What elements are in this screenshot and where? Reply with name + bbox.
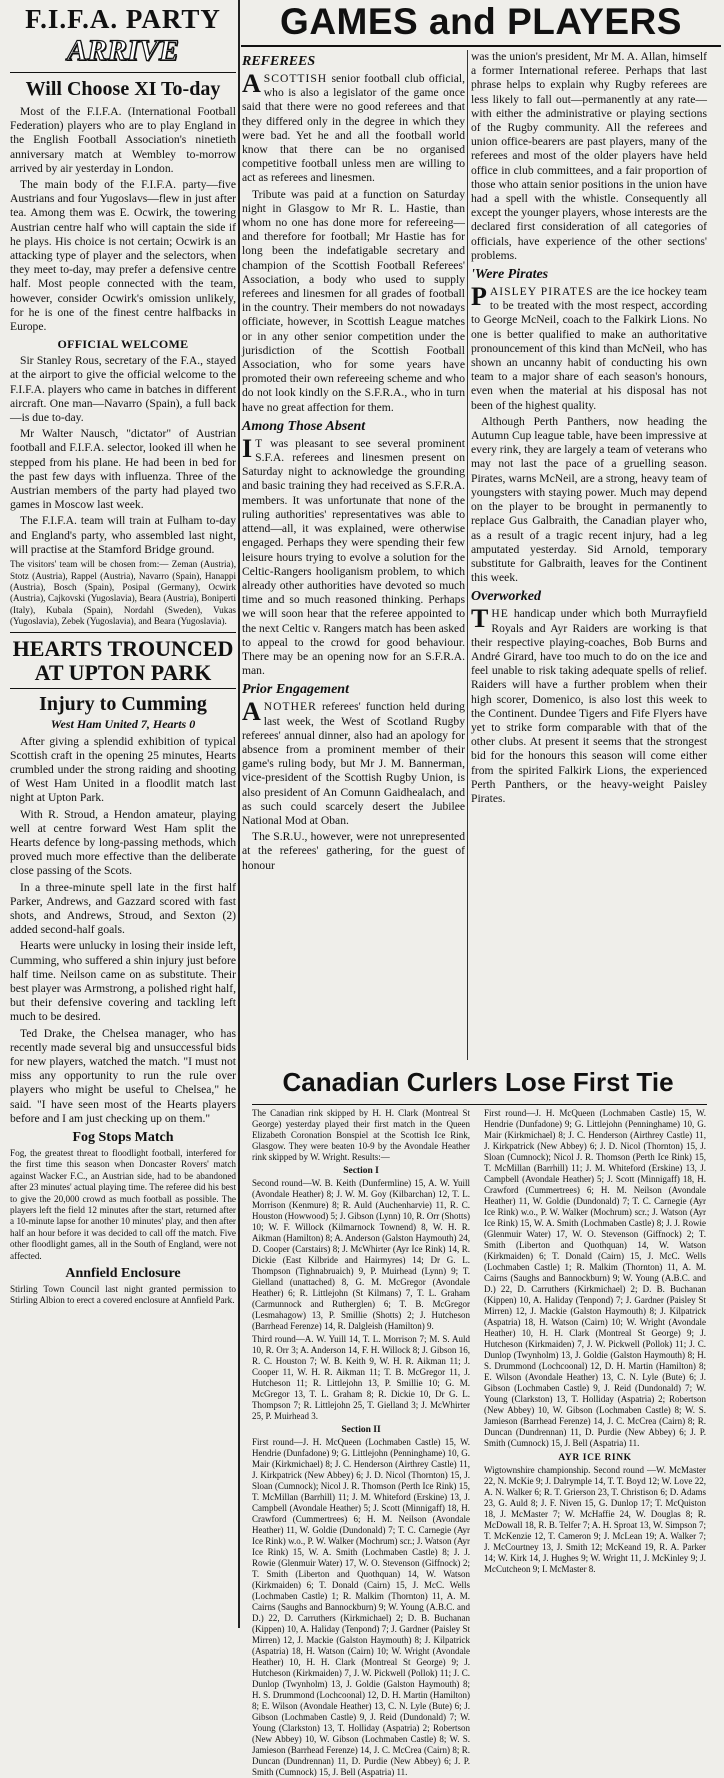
ayr-rink-heading: AYR ICE RINK bbox=[558, 1453, 632, 1463]
absent-text: was pleasant to see several prominent S.F.A. referees and linesmen present on Saturday night to acknowledge the grounding and basic training they had received as S.F.R.A. members. It was unfortunate that none of the ruling authorities' representatives was able to attend—all, it was explained, were otherwise engaged. Perhaps they were spending their few leisure hours trying to evolve a solution for the Celtic-Rangers hooliganism problem, to which already other authorities have devoted so much time and so much reasoned thinking. Perhaps we will soon hear that the referee appointed to the next Celtic v. Rangers match has been asked to appeal to the crowd for good behaviour. There may be an opening now for an S.F.R.A. man. bbox=[242, 436, 466, 678]
pirates-text: are the ice hockey team to be treated with the most respect, according to George McNeil, coach to the Falkirk Lions. No one is better qualified to make an authoritative pronouncement of this kind than McNeil, who has shown an uncanny habit of conducting his own team to a major share of each season's honours, even when the material at his disposal has not been of the highest quality. bbox=[471, 285, 707, 412]
pirates-paragraph: Although Perth Panthers, now heading the Autumn Cup league table, have been impressive at every rink, they are largely a team of veterans who may not last the pace of a gruelling season. Pirates, warns McNeil, are a strong, heavy team of youngsters with staying power. Much may depend on the player to be brought in permanently to replace Gus Galbraith, the Canadian player who, as a result of a tragic recent injury, had a leg amputated yesterday. Sid Arnold, temporary substitute for Galbraith, leaves for the Continent this week. bbox=[471, 414, 707, 585]
referees-text: senior football club official, who is also a legislator of the game once said that there were no good referees and that they differed only in the degree in which they were bad. Yet he and all the football world know that there can be no organised competitive football unless men are willing to act as referees and linesmen. bbox=[242, 72, 465, 185]
section-results: Second round—W. B. Keith (Dunfermline) 15, A. W. Yuill (Avondale Heather) 8; J. W. M. Goy (Kilbarchan) 12, T. L. Morrison (Kenmure) 8; R. Auld (Auchenharvie) 11, R. C. Houston (Howwood) 5; J. Gibson (Lynn) 10, R. Orr (Shotts) 10; W. F. Willock (Kilmarnock Townend) 8, W. H. R. Aikman (Hamilton) 8; A. Anderson (Galston Haymouth) 24, D. Cooper (Carstairs) 8; J. McWhirter (Ayr Ice Rink) 14, R. Dickie (East Kilbride and Hairmyres) 14; Dr G. L. Thompson (Tighnabruaich) 9, P. Muirhead (Lynn) 9; T. Gielland (unattached) 8, G. M. McGregor (Avondale Heather) 6; R. Littlejohn (St Kilmans) 7, T. L. Graham (Carmunnock and Rutherglen) 6; T. B. McGregor (Lesmahagow) 13, P. Smillie (Shotts) 2; J. Hutcheson (Barrhead Ferenze) 14, R. Dalgleish (Hamilton) 9. bbox=[252, 1178, 470, 1331]
fifa-paragraph: The main body of the F.I.F.A. party—five Austrians and four Yugoslavs—flew in just after tea. Among them was E. Ocwirk, the towering Austrian centre half who will captain the side if he plays. His choice is not certain; Ocwirk is an attacking type of player and the selectors, when they meet to-day, may prefer a defensive centre half. Most people connected with the team, however, consider Ocwirk's omission unlikely, for he is one of the finest centre halfbacks in Europe. bbox=[10, 178, 236, 334]
games-column-middle bbox=[242, 50, 465, 1060]
hearts-subheadline: Injury to Cumming bbox=[39, 692, 207, 715]
fifa-paragraph: Mr Walter Nausch, "dictator" of Austrian football and F.I.F.A. selector, looked ill when he stepped from his plane. He had been in bed for the past few days with influenza. Three of the Austrian members of the party had played two games in Moscow last week. bbox=[10, 427, 236, 512]
fifa-subhead: OFFICIAL WELCOME bbox=[57, 337, 189, 352]
overworked-paragraph bbox=[471, 604, 707, 806]
annfield-article bbox=[10, 1266, 236, 1307]
fifa-headline: Will Choose XI To-day bbox=[25, 78, 221, 100]
prior-paragraph bbox=[242, 697, 465, 828]
left-column bbox=[4, 4, 236, 1624]
fifa-arrive-headline: ARRIVE bbox=[67, 34, 179, 67]
divider bbox=[10, 688, 236, 689]
lead-word: NOTHER bbox=[263, 700, 317, 714]
fifa-paragraph: Most of the F.I.F.A. (International Football Federation) players who are to play England in the English Football Association's ninetieth anniversary match at Wembley to-morrow arrived by air yesterday in London. bbox=[10, 105, 236, 175]
dropcap: T bbox=[471, 604, 489, 634]
referees-paragraph: Tribute was paid at a function on Saturday night in Glasgow to Mr R. L. Hastie, than whom no one has done more for refereeing—and therefore for football; Mr Hastie has for long been the indefatigable secretary and champion of the Scottish Football Referees' Association, a body who used to supply referees and linesmen for all grades of football in the country. Their members do not nowadays officiate, however, in Scottish League matches or in any other senior competition under the jurisdiction of the Scottish Football Association, who for some years have promoted their own refereeing scheme and who do not look kindly on the S.F.R.A., who in turn have no great affection for them. bbox=[242, 187, 465, 414]
annfield-headline: Annfield Enclosure bbox=[65, 1266, 181, 1282]
dropcap: A bbox=[242, 69, 261, 98]
dropcap: P bbox=[471, 282, 487, 312]
hearts-paragraph: With R. Stroud, a Hendon amateur, playing well at centre forward West Ham split the Hearts defence by long-passing methods, which proved much more effective than the deliberate close passing of the Scots. bbox=[10, 807, 236, 878]
referees-heading: REFEREES bbox=[242, 54, 316, 69]
curlers-intro: The Canadian rink skipped by H. H. Clark (Montreal St George) yesterday played their first match in the Queen Elizabeth Coronation Bonspiel at the Scottish Ice Rink, Glasgow. They were beaten 10-9 by the Avondale Heather rink skipped by W. Wright. Results:— bbox=[252, 1108, 470, 1162]
divider bbox=[10, 72, 236, 73]
referees-paragraph bbox=[242, 69, 465, 186]
prior-heading: Prior Engagement bbox=[242, 682, 349, 698]
section-heading: Section I bbox=[343, 1166, 379, 1176]
fog-text: Fog, the greatest threat to floodlight football, interfered for the first time this season when Doncaster Rovers' match against Wacker F.C., an Austrian side, had to be abandoned after 23 minutes' actual playing time. The referee did his best to give the 20,000 crowd as much football as possible. The players left the field 12 minutes after the start, returned after a 10-minute lapse for another 10 minutes' play, and then after half an hour before it was decided to call off the match. Five other floodlight games, all in the South of England, were not affected. bbox=[10, 1148, 236, 1261]
fifa-paragraph: The F.I.F.A. team will train at Fulham to-day and England's party, who assembled last night, will practise at the Stamford Bridge ground. bbox=[10, 514, 236, 556]
absent-heading: Among Those Absent bbox=[242, 418, 366, 434]
fifa-paragraph: Sir Stanley Rous, secretary of the F.A., stayed at the airport to give the official welcome to the F.I.F.A. players who came in batches in different aircraft. One man—Navarro (Spain), a full back—is due to-day. bbox=[10, 354, 236, 425]
hearts-paragraph: Hearts were unlucky in losing their inside left, Cumming, who suffered a shin injury just before half time. Neilson came on as substitute. Their best player was Armstrong, a polished right half, but their defensive covering and tackling left much to be desired. bbox=[10, 939, 236, 1024]
lead-word: T bbox=[255, 436, 264, 450]
hearts-paragraph: In a three-minute spell late in the first half Parker, Andrews, and Gazzard scored with fast shots, and Andrews, Stroud, and Sexton (2) added second-half goals. bbox=[10, 880, 236, 937]
lead-word: AISLEY PIRATES bbox=[489, 285, 594, 299]
annfield-text: Stirling Town Council last night granted permission to Stirling Albion to erect a covered enclosure at Annfield Park. bbox=[10, 1284, 236, 1306]
curlers-rule bbox=[252, 1104, 707, 1105]
overworked-text: handicap under which both Murrayfield Royals and Ayr Raiders are working is that their respective playing-coaches, Bob Burns and André Girard, have too much to do on the ice and feel unable to risk taking adequate spells of relief. Raiders will have a further problem when their high scorer, Domenico, is also lost this week to the Continent. Dundee Tigers and Fife Flyers have yet to strike form comparable with that of the other clubs. At present it seems that the strongest bid for the honours this season will come either from the spirited Falkirk Lions, the experienced Perth Panthers, or the heavy-weight Paisley Pirates. bbox=[471, 607, 707, 805]
hearts-paragraph: After giving a splendid exhibition of typical Scottish craft in the opening 25 minutes, Hearts crumbled under the strong raiding and shooting of West Ham United in a floodlit match last night at Upton Park. bbox=[10, 734, 236, 805]
games-column-right bbox=[471, 50, 707, 1060]
curlers-column-right bbox=[484, 1108, 706, 1624]
dropcap: A bbox=[242, 697, 261, 727]
hearts-paragraph: Ted Drake, the Chelsea manager, who has recently made several big and unsuccessful bids for new players, watched the match. "I must not miss any opportunity to run the rule over players who might be useful to Chelsea," he said. "I have seen most of the Hearts players before and I am just checking up on them." bbox=[10, 1026, 236, 1125]
games-players-title: GAMES and PLAYERS bbox=[280, 1, 682, 42]
column-divider bbox=[467, 50, 468, 1060]
section-heading: Section II bbox=[341, 1425, 381, 1435]
lead-word: HE bbox=[491, 607, 509, 621]
pirates-paragraph bbox=[471, 282, 707, 413]
section-results: First round—J. H. McQueen (Lochmaben Castle) 15, W. Hendrie (Dunfadone) 9; G. Littlejohn (Penninghame) 10, G. Mair (Kirkmichael) 8; J. C. Henderson (Airthrey Castle) 11, J. Kirkpatrick (New Abbey) 6; J. D. Nicol (Thornton) 15, J. Sloan (Cumnock); Nicol J. R. Thomson (Perth Ice Rink) 15, T. McMillan (Barrhill) 11; J. M. Whiteford (Erskine) 13, J. Campbell (Avondale Heather) 5; J. Scott (Minnigaff) 18, H. Crawford (Cummertrees) 6; H. M. Neilson (Avondale Heather) 11, W. Goldie (Dundonald) 7; T. C. Carnegie (Ayr Ice Rink) w.o., P. W. Walker (Mochrum) scr.; J. Watson (Ayr Ice Rink) 15, W. A. Smith (Lochmaben Castle) 8; J. J. Rowie (Glenmuir Water) 17, W. O. Stevenson (Giffnock) 2; T. Smith (Liberton and Quothquan) 14, W. Watson (Kirkmaiden) 6; T. Donald (Cairn) 15, J. McC. Wells (Lochmaben Castle) 1; R. Malkim (Thornton) 11, A. M. Cairns (Saughs and Bannockburn) 9; W. Young (A.B.C. and D.) 22, D. Carruthers (Kirkmichael) 2; D. B. Buchanan (Kippen) 10, A. Haliday (Tenpond) 7; J. Gardner (Paisley St Mirren) 12, J. Mackie (Galston Haymouth) 8; J. Kilpatrick (Aspatria) 18, H. Watson (Cairn) 10; W. Wright (Avondale Heather) 10, H. H. Clark (Montreal St George) 9; J. Hutcheson (Kirkmaiden) 7, J. W. Pickwell (Pollok) 11; J. C. Dunlop (Twynholm) 13, J. Goldie (Galston Haymouth) 8; H. S. Drummond (Lochcoonal) 12, D. H. Martin (Hamilton) 8; E. Wilson (Avondale Heather) 13, C. N. Lyle (Bute) 6; J. Gibson (Lochmaben Castle) 9, J. Reid (Dundonald) 7; W. Young (Clarkston) 13, T. Holliday (Aspatria) 2; Robertson (New Abbey) 10, W. Gibson (Lochmaben Castle) 8; W. S. Jamieson (Barrhead Ferenze) 14, J. C. McCrea (Cairn) 8; R. Duncan (Dundrennan) 11, D. Purdie (New Abbey) 6; J. P. Smith (Cumnock) 15, J. Bell (Aspatria) 11. bbox=[252, 1437, 470, 1777]
ayr-rink-results: Wigtownshire championship. Second round —W. McMaster 22, N. McKie 9; J. Dalrymple 14, T. T. Boyd 12; W. Love 22, A. N. Walker 6; R. T. Grierson 23, T. Christison 6; D. Adams 23, G. Auld 8; J. F. Niven 15, G. Dunlop 17; T. McQuiston 18, J. McMaster 7; W. McHaffie 24, W. Douglas 8; R. McDowall 18, R. B. Telfer 7; A. H. Sproat 13, W. Simpson 7; T. McKenzie 12, T. Cameron 9; J. McLean 19; A. Walker 7; J. McCourtney 13, J. Smith 12; McKeand 19, R. A. Parker 14; W. Kirk 14, J. Hughes 9; W. Wright 11, J. McKinley 9; J. McCutcheon 9; I. McMaster 8. bbox=[484, 1465, 706, 1574]
section-results: Third round—A. W. Yuill 14, T. L. Morrison 7; M. S. Auld 10, R. Orr 3; A. Anderson 14, F. H. Willock 8; J. Gibson 16, R. C. Houston 7; W. B. Keith 9, W. H. R. Aikman 11; J. Cooper 11, W. H. R. Aikman 11; T. B. McGregor 11, J. Hutcheson 11; R. Littlejohn 13, P. Smillie 10; G. M. McGregor 13, T. L. Graham 8; R. Dickie 10, Dr G. L. Thompson 7; R. Littlejohn 25, T. Gielland 3; J. McWhirter 25, P. Muirhead 3. bbox=[252, 1334, 470, 1421]
referees-continued: was the union's president, Mr M. A. Allan, himself a former International referee. Perhaps that last phrase helps to explain why Rugby referees are less likely to fall out—permanently at any rate—with either the administrative or playing sections of the Rugby community. All the referees and union office-bearers are past players, many of the referees and most of the older players have held office in club committees, and a fair proportion of those who attain senior positions in the union have had a spell with the whistle. Consequently all except the younger players, whose interests are the declared first consideration of all categories of officials, have experience of the other sections' problems. bbox=[471, 50, 707, 262]
column-divider bbox=[238, 0, 240, 1628]
prior-text: referees' function held during last week, the West of Scotland Rugby referees' annual dinner, also had an apology for absence from a prominent member of their game's ruling body, but Mr J. M. Bannerman, vice-president of the Scottish Rugby Union, is also president of An Comunn Gaidhealach, and as such could scarcely desert the Jubilee National Mod at Oban. bbox=[242, 700, 465, 827]
dropcap: I bbox=[242, 433, 253, 463]
absent-paragraph bbox=[242, 433, 466, 678]
pirates-heading: 'Were Pirates bbox=[471, 267, 549, 283]
hearts-headline: HEARTS TROUNCED AT UPTON PARK bbox=[12, 635, 234, 685]
lead-word: SCOTTISH bbox=[263, 72, 328, 85]
fifa-kicker: F.I.F.A. PARTY bbox=[25, 4, 221, 34]
fifa-article bbox=[10, 4, 236, 628]
hearts-score: West Ham United 7, Hearts 0 bbox=[50, 716, 196, 731]
fog-article bbox=[10, 1130, 236, 1262]
fifa-squad-list: The visitors' team will be chosen from:— Zeman (Austria), Stotz (Austria), Rappel (Austria), Navarro (Spain), Hanappi (Austria), Bosch (Spain), Posipal (Germany), Ocwirk (Austria), Cajkovski (Yugoslavia), Beara (Austria), Boniperti (Italy), Kubala (Spain), Nordahl (Sweden), Vukas (Yugoslavia), Zebek (Yugoslavia), and Beara (Yugoslavia). bbox=[10, 559, 236, 627]
section-results-continued: First round—J. H. McQueen (Lochmaben Castle) 15, W. Hendrie (Dunfadone) 9; G. Littlejohn (Penninghame) 10, G. Mair (Kirkmichael) 8; J. C. Henderson (Airthrey Castle) 11, J. Kirkpatrick (New Abbey) 6; J. D. Nicol (Thornton) 15, J. Sloan (Cumnock); Nicol J. R. Thomson (Perth Ice Rink) 15, T. McMillan (Barrhill) 11; J. M. Whiteford (Erskine) 13, J. Campbell (Avondale Heather) 5; J. Scott (Minnigaff) 18, H. Crawford (Cummertrees) 6; H. M. Neilson (Avondale Heather) 11, W. Goldie (Dundonald) 7; T. C. Carnegie (Ayr Ice Rink) w.o., P. W. Walker (Mochrum) scr.; J. Watson (Ayr Ice Rink) 15, W. A. Smith (Lochmaben Castle) 8; J. J. Rowie (Glenmuir Water) 17, W. O. Stevenson (Giffnock) 2; T. Smith (Liberton and Quothquan) 14, W. Watson (Kirkmaiden) 6; T. Donald (Cairn) 15, J. McC. Wells (Lochmaben Castle) 1; R. Malkim (Thornton) 11, A. M. Cairns (Saughs and Bannockburn) 9; W. Young (A.B.C. and D.) 22, D. Carruthers (Kirkmichael) 2; D. B. Buchanan (Kippen) 10, A. Haliday (Tenpond) 7; J. Gardner (Paisley St Mirren) 12, J. Mackie (Galston Haymouth) 8; J. Kilpatrick (Aspatria) 18, H. Watson (Cairn) 10; W. Wright (Avondale Heather) 10, H. H. Clark (Montreal St George) 9; J. Hutcheson (Kirkmaiden) 7, J. W. Pickwell (Pollok) 11; J. C. Dunlop (Twynholm) 13, J. Goldie (Galston Haymouth) 8; H. S. Drummond (Lochcoonal) 12, D. H. Martin (Hamilton) 8; E. Wilson (Avondale Heather) 13, C. N. Lyle (Bute) 6; J. Gibson (Lochmaben Castle) 9, J. Reid (Dundonald) 7; W. Young (Clarkston) 13, T. Holliday (Aspatria) 2; Robertson (New Abbey) 10, W. Gibson (Lochmaben Castle) 8; W. S. Jamieson (Barrhead Ferenze) 14, J. C. McCrea (Cairn) 8; R. Duncan (Dundrennan) 11, D. Purdie (New Abbey) 6; J. P. Smith (Cumnock) 15, J. Bell (Aspatria) 11. bbox=[484, 1108, 706, 1448]
overworked-heading: Overworked bbox=[471, 589, 541, 605]
fog-headline: Fog Stops Match bbox=[72, 1130, 174, 1146]
title-rule bbox=[241, 45, 721, 47]
prior-paragraph: The S.R.U., however, were not unrepresented at the referees' gathering, for the guest of honour bbox=[242, 830, 465, 872]
curlers-column-left bbox=[252, 1108, 470, 1777]
divider bbox=[10, 632, 236, 633]
curlers-headline: Canadian Curlers Lose First Tie bbox=[282, 1067, 674, 1097]
hearts-article bbox=[10, 637, 236, 1126]
